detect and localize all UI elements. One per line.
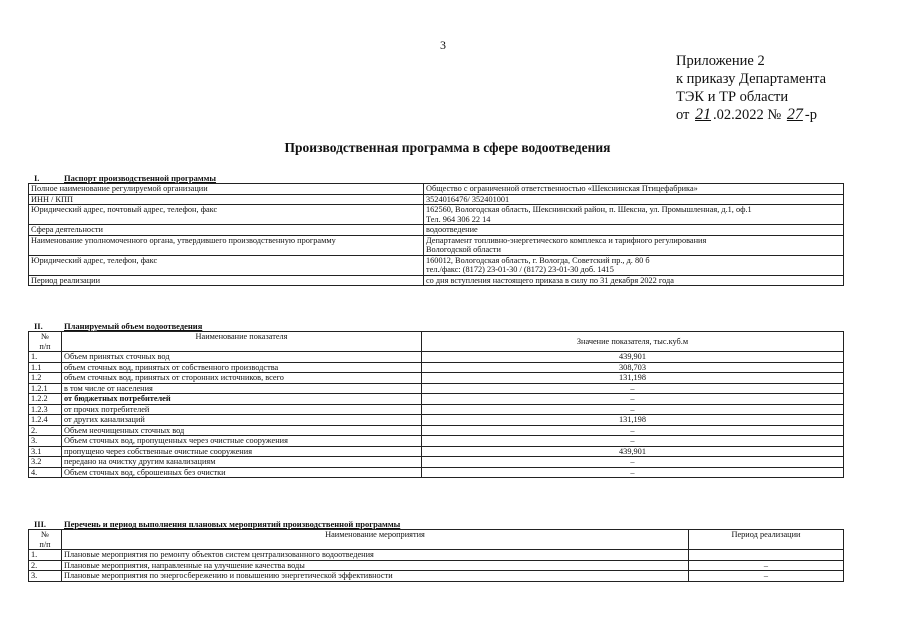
table-row: 2. Плановые мероприятия, направленные на улучшение качества воды –	[29, 560, 844, 571]
section-3-heading: III. Перечень и период выполнения плановых мероприятий производственной программы	[34, 519, 401, 529]
section-2-heading: II. Планируемый объем водоотведения	[34, 321, 203, 331]
section-1-heading: I. Паспорт производственной программы	[34, 173, 217, 183]
table-row: 2. Объем неочищенных сточных вод –	[29, 425, 844, 436]
measures-table	[28, 529, 844, 582]
table-row: 1. Плановые мероприятия по ремонту объектов систем централизованного водоотведения	[29, 550, 844, 561]
date-day-handwritten: 21	[695, 106, 712, 123]
appendix-line-2: к приказу Департамента	[676, 71, 827, 87]
table-row: Полное наименование регулируемой организации Общество с ограниченной ответственностью «Шекснинская Птицефабрика»	[29, 184, 844, 195]
table-row: Юридический адрес, почтовый адрес, телефон, факс 162560, Вологодская область, Шекснинский район, п. Шексна, ул. Промышленная, д.1, оф.1 Тел. 964 306 22 14	[29, 205, 844, 225]
document-title: Производственная программа в сфере водоотведения	[284, 140, 611, 155]
table-row: 1.2.3 от прочих потребителей –	[29, 404, 844, 415]
table-row: 3.2 передано на очистку другим канализациям –	[29, 457, 844, 468]
table-row: ИНН / КПП 3524016476/ 352401001	[29, 194, 844, 205]
table-row: 3.1 пропущено через собственные очистные сооружения 439,901	[29, 446, 844, 457]
table-row: 1.2 объем сточных вод, принятых от сторонних источников, всего 131,198	[29, 373, 844, 384]
table-row: 1.2.1 в том числе от населения –	[29, 383, 844, 394]
table-row: 1.2.4 от других канализаций 131,198	[29, 415, 844, 426]
date-rest: .02.2022 №	[713, 107, 782, 123]
table-header-row: № п/п Наименование показателя Значение показателя, тыс.куб.м	[29, 332, 844, 352]
table-row: 1. Объем принятых сточных вод 439,901	[29, 352, 844, 363]
appendix-block	[676, 52, 826, 124]
order-number-handwritten: 27	[786, 106, 803, 123]
date-prefix: от	[676, 107, 690, 123]
table-row: 1.1 объем сточных вод, принятых от собственного производства 308,703	[29, 362, 844, 373]
volume-table	[28, 331, 844, 478]
appendix-date-line	[676, 106, 826, 124]
table-row: Период реализации со дня вступления настоящего приказа в силу по 31 декабря 2022 года	[29, 275, 844, 286]
appendix-line-3: ТЭК и ТР области	[676, 89, 789, 105]
table-header-row: № п/п Наименование мероприятия Период реализации	[29, 530, 844, 550]
passport-table	[28, 183, 844, 286]
number-suffix: -р	[804, 107, 817, 123]
table-row: 4. Объем сточных вод, сброшенных без очистки –	[29, 467, 844, 478]
table-row: 1.2.2 от бюджетных потребителей –	[29, 394, 844, 405]
appendix-line-1: Приложение 2	[676, 53, 765, 69]
table-row: 3. Объем сточных вод, пропущенных через очистные сооружения –	[29, 436, 844, 447]
table-row: Сфера деятельности водоотведение	[29, 225, 844, 236]
table-row: Юридический адрес, телефон, факс 160012, Вологодская область, г. Вологда, Советский пр., д. 80 б тел./факс: (8172) 23-01-30 / (8172) 23-01-30 доб. 1415	[29, 255, 844, 275]
page-number: 3	[440, 38, 446, 52]
table-row: 3. Плановые мероприятия по энергосбережению и повышению энергетической эффективности –	[29, 571, 844, 582]
table-row: Наименование уполномоченного органа, утвердившего производственную программу Департамент топливно-энергетического комплекса и тарифного регулирования Вологодской области	[29, 235, 844, 255]
